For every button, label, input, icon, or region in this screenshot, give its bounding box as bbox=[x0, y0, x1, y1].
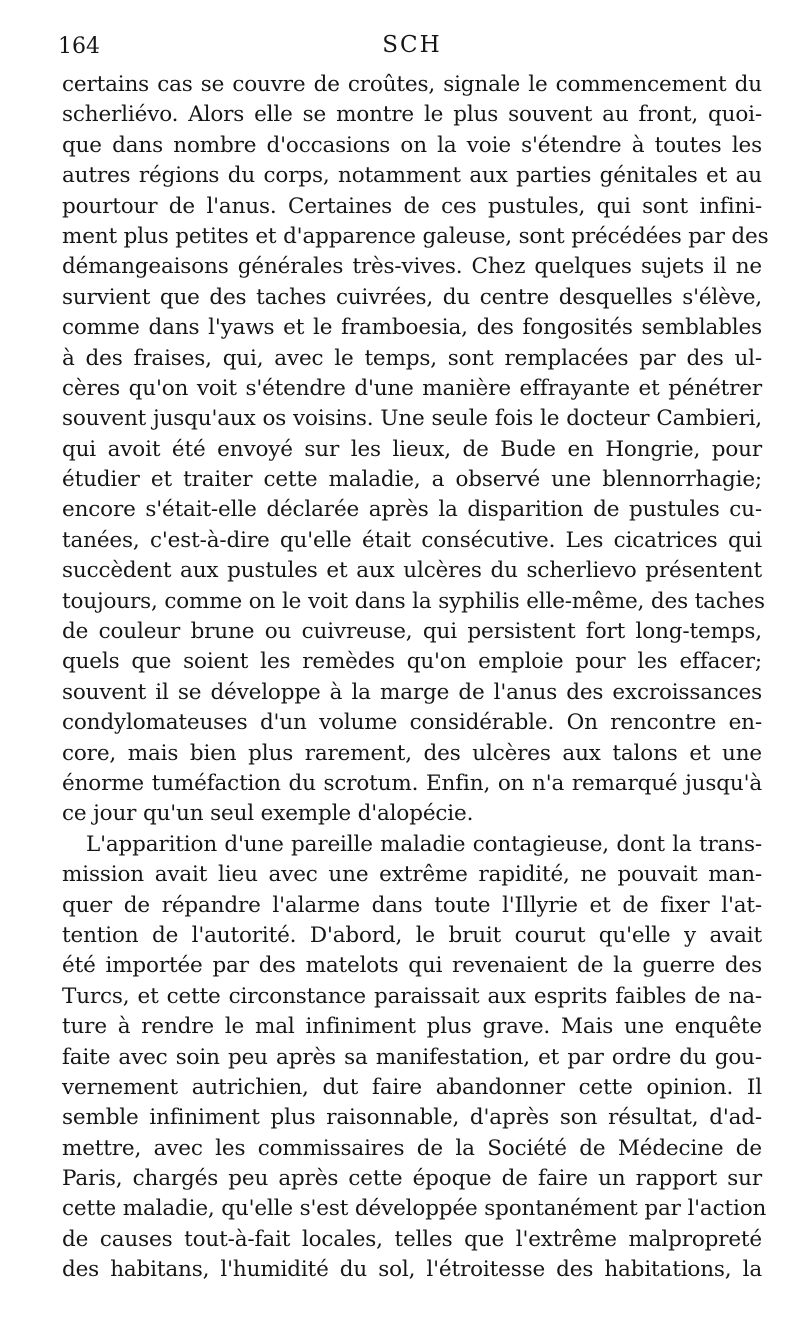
text-line: tanées, c'est-à-dire qu'elle était consécutive. Les cicatrices qui bbox=[62, 527, 762, 553]
text-line: vernement autrichien, dut faire abandonner cette opinion. Il bbox=[62, 1074, 762, 1100]
text-line: démangeaisons générales très-vives. Chez quelques sujets il ne bbox=[62, 254, 762, 280]
text-line: Turcs, et cette circonstance paraissait aux esprits faibles de na- bbox=[62, 983, 762, 1009]
text-line: quels que soient les remèdes qu'on emploie pour les effacer; bbox=[62, 649, 762, 675]
text-line: été importée par des matelots qui revenaient de la guerre des bbox=[62, 953, 762, 979]
text-line: mission avait lieu avec une extrême rapidité, ne pouvait man- bbox=[62, 862, 762, 888]
text-line: ment plus petites et d'apparence galeuse, sont précédées par des bbox=[62, 223, 769, 249]
text-line: ture à rendre le mal infiniment plus grave. Mais une enquête bbox=[62, 1014, 762, 1040]
text-line: des habitans, l'humidité du sol, l'étroitesse des habitations, la bbox=[62, 1257, 762, 1283]
text-line: toujours, comme on le voit dans la syphilis elle-même, des taches bbox=[62, 588, 765, 614]
text-line: certains cas se couvre de croûtes, signale le commencement du bbox=[62, 72, 762, 97]
text-line: scherliévo. Alors elle se montre le plus souvent au front, quoi- bbox=[62, 102, 762, 128]
text-line: semble infiniment plus raisonnable, d'après son résultat, d'ad- bbox=[62, 1105, 762, 1131]
text-line: cette maladie, qu'elle s'est développée spontanément par l'action bbox=[62, 1196, 767, 1222]
text-line: énorme tuméfaction du scrotum. Enfin, on n'a remarqué jusqu'à bbox=[62, 770, 762, 796]
text-line: encore s'était-elle déclarée après la disparition de pustules cu- bbox=[62, 497, 762, 523]
text-line: cères qu'on voit s'étendre d'une manière effrayante et pénétrer bbox=[62, 375, 762, 401]
text-line: souvent il se développe à la marge de l'anus des excroissances bbox=[62, 679, 762, 705]
text-line: étudier et traiter cette maladie, a observé une blennorrhagie; bbox=[62, 467, 762, 493]
text-line: succèdent aux pustules et aux ulcères du scherlievo présentent bbox=[62, 558, 762, 584]
text-line: Paris, chargés peu après cette époque de faire un rapport sur bbox=[62, 1166, 762, 1192]
text-line: ce jour qu'un seul exemple d'alopécie. bbox=[62, 801, 474, 827]
book-page bbox=[58, 30, 769, 1286]
text-line: mettre, avec les commissaires de la Société de Médecine de bbox=[62, 1135, 762, 1161]
text-line: tention de l'autorité. D'abord, le bruit courut qu'elle y avait bbox=[62, 922, 762, 948]
text-line: faite avec soin peu après sa manifestation, et par ordre du gou- bbox=[62, 1044, 762, 1070]
text-line: quer de répandre l'alarme dans toute l'Illyrie et de fixer l'at- bbox=[62, 892, 762, 918]
text-line: survient que des taches cuivrées, du centre desquelles s'élève, bbox=[62, 284, 762, 310]
text-line: de couleur brune ou cuivreuse, qui persistent fort long-temps, bbox=[62, 619, 762, 645]
text-line: à des fraises, qui, avec le temps, sont remplacées par des ul- bbox=[62, 345, 762, 371]
paragraph bbox=[62, 830, 767, 1286]
text-line: condylomateuses d'un volume considérable. On rencontre en- bbox=[62, 710, 762, 736]
text-line: souvent jusqu'aux os voisins. Une seule fois le docteur Cambieri, bbox=[62, 406, 762, 432]
text-line: que dans nombre d'occasions on la voie s'étendre à toutes les bbox=[62, 132, 762, 158]
text-line: core, mais bien plus rarement, des ulcères aux talons et une bbox=[62, 740, 762, 766]
text-line: pourtour de l'anus. Certaines de ces pustules, qui sont infini- bbox=[62, 193, 762, 219]
text-line: comme dans l'yaws et le framboesia, des fongosités semblables bbox=[62, 315, 762, 341]
page-number: 164 bbox=[58, 34, 100, 59]
text-line: qui avoit été envoyé sur les lieux, de Bude en Hongrie, pour bbox=[62, 436, 762, 462]
running-head: SCH bbox=[382, 32, 442, 58]
page-header bbox=[58, 30, 762, 66]
text-line: L'apparition d'une pareille maladie contagieuse, dont la trans- bbox=[86, 831, 762, 857]
body-text bbox=[62, 70, 769, 1286]
text-line: autres régions du corps, notamment aux parties génitales et au bbox=[62, 163, 762, 189]
text-line: de causes tout-à-fait locales, telles que l'extrême malpropreté bbox=[62, 1226, 762, 1252]
paragraph bbox=[62, 70, 769, 830]
